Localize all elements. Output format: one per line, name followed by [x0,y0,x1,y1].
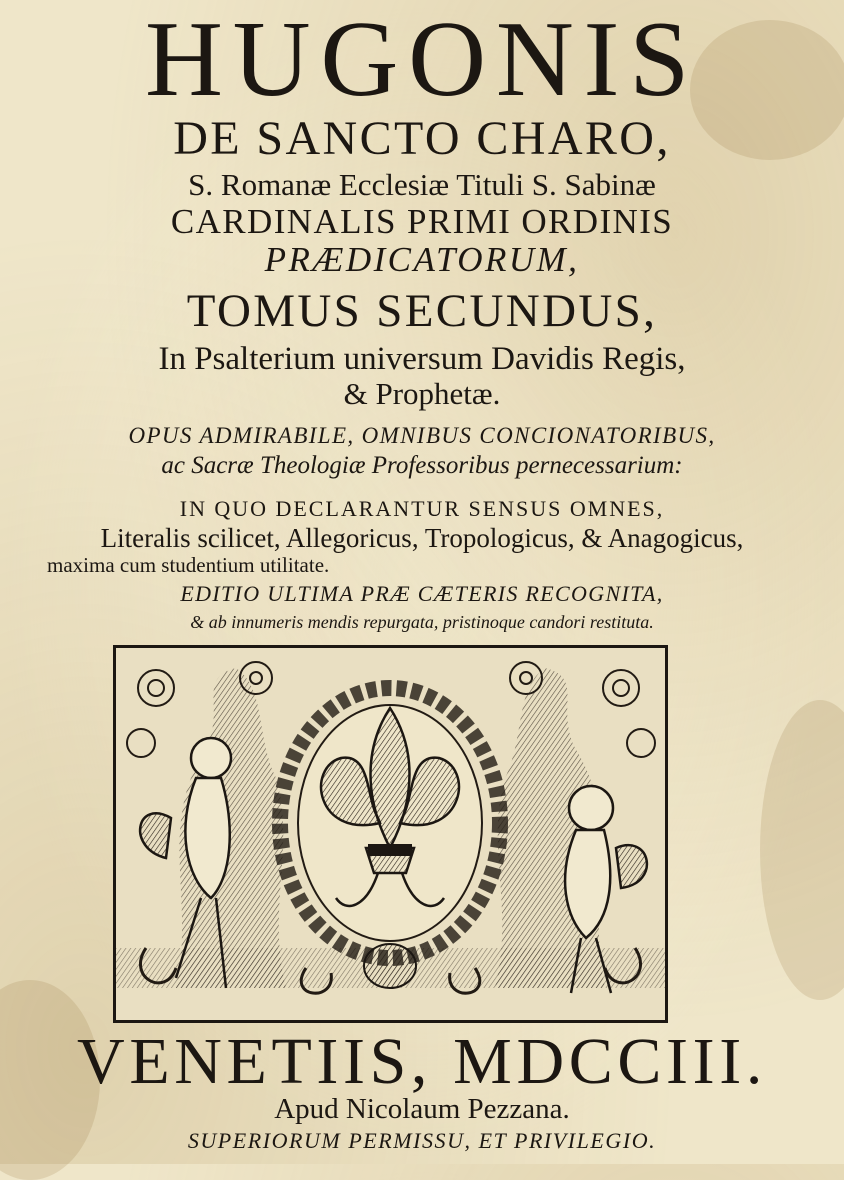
description-line-1: OPUS ADMIRABILE, OMNIBUS CONCIONATORIBUS, [128,423,716,448]
description-line-3: IN QUO DECLARANTUR SENSUS OMNES, [179,496,665,521]
edition-line-2: & ab innumeris mendis repurgata, pristinoque candori restituta. [190,612,654,632]
subject-line-2: & Prophetæ. [343,376,501,411]
volume-line: TOMUS SECUNDUS, [186,285,658,337]
stain [760,700,844,1000]
edition-line: EDITIO ULTIMA PRÆ CÆTERIS RECOGNITA, [180,581,664,606]
author-name-line-2: DE SANCTO CHARO, [173,112,671,165]
order-line: PRÆDICATORUM, [264,240,580,279]
imprint-privilege: SUPERIORUM PERMISSU, ET PRIVILEGIO. [187,1128,657,1153]
printer-device-engraving [113,645,668,1023]
imprint-place-date: VENETIIS, MDCCIII. [77,1025,767,1098]
subject-line: In Psalterium universum Davidis Regis, [158,341,686,377]
church-title: S. Romanæ Ecclesiæ Tituli S. Sabinæ [188,167,656,202]
description-line-4: Literalis scilicet, Allegoricus, Tropologicus, & Anagogicus, [100,523,744,553]
description-line-5: maxima cum studentium utilitate. [47,553,330,577]
imprint-printer: Apud Nicolaum Pezzana. [274,1093,570,1125]
description-line-2: ac Sacræ Theologiæ Professoribus pernecessarium: [161,452,683,479]
author-name: HUGONIS [144,0,700,119]
cardinal-line: CARDINALIS PRIMI ORDINIS [170,202,674,241]
fleur-de-lis-icon [116,648,665,1020]
